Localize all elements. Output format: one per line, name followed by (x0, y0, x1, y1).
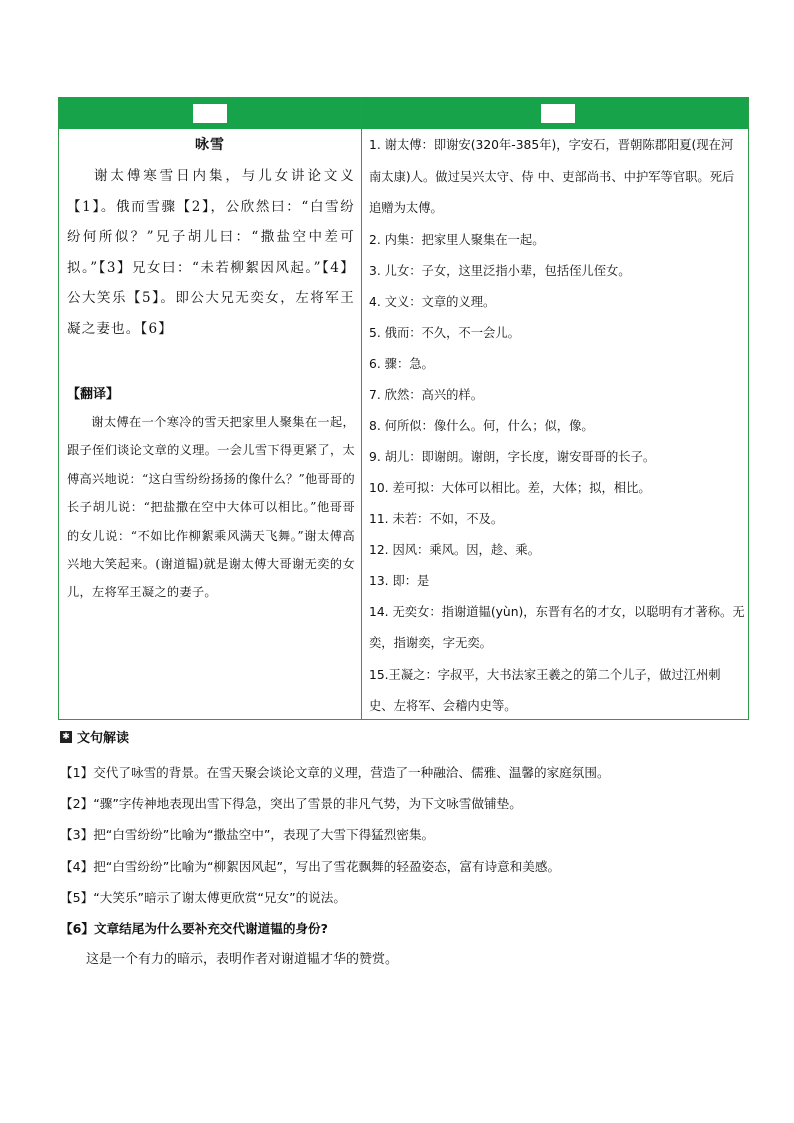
analysis-item: 【1】交代了咏雪的背景。在雪天聚会谈论文章的义理，营造了一种融洽、儒雅、温馨的家庭氛围。 (60, 765, 610, 780)
column-divider (361, 98, 362, 719)
note-item: 15.王凝之：字叔平，大书法家王羲之的第二个儿子，做过江州刺史、左将军、会稽内史等。 (369, 667, 721, 713)
analysis-item: 【5】“大笑乐”暗示了谢太傅更欣赏“兄女”的说法。 (60, 889, 346, 905)
section-marker-icon: ✱ (60, 731, 72, 743)
note-item: 3. 儿女：子女，这里泛指小辈，包括侄儿侄女。 (369, 263, 631, 278)
note-item: 9. 胡儿：即谢朗。谢朗，字长度，谢安哥哥的长子。 (369, 449, 656, 464)
translation-text: 谢太傅在一个寒冷的雪天把家里人聚集在一起，跟子侄们谈论文章的义理。一会儿雪下得更紧了，太傅高兴地说：“这白雪纷纷扬扬的像什么？”他哥哥的长子胡儿说：“把盐撒在空中大体可以相比。”他哥哥的女儿说：“不如比作柳絮乘风满天飞舞。”谢太傅高兴地大笑起来。(谢道韫)就是谢太傅大哥谢无奕的女儿，左将军王凝之的妻子。 (67, 415, 355, 600)
note-item: 14. 无奕女：指谢道韫(yùn)，东晋有名的才女，以聪明有才著称。无奕，指谢奕，字无奕。 (369, 604, 745, 650)
table-header-left (59, 98, 361, 129)
note-item: 8. 何所似：像什么。何，什么；似，像。 (369, 418, 594, 433)
poem-text: 谢太傅寒雪日内集，与儿女讲论文义【1】。俄而雪骤【2】，公欣然曰：“白雪纷纷何所似？”兄子胡儿曰：“撒盐空中差可拟。”【3】兄女曰：“未若柳絮因风起。”【4】公大笑乐【5】。即公大兄无奕女，左将军王凝之妻也。【6】 (67, 168, 355, 337)
header-label-notes: 注释 (541, 104, 575, 123)
table-header-right (362, 98, 748, 129)
header-label-original: 原文 (193, 104, 227, 123)
note-item: 4. 文义：文章的义理。 (369, 294, 496, 309)
analysis-list (60, 757, 750, 975)
notes-column (369, 130, 745, 723)
analysis-title-text: 文句解读 (77, 731, 130, 746)
translation-label: 【翻译】 (67, 387, 120, 402)
note-item: 1. 谢太傅：即谢安(320年-385年)，字安石，晋朝陈郡阳夏(现在河南太康)人。做过吴兴太守、侍 中、吏部尚书、中护军等官职。死后追赠为太傅。 (369, 138, 735, 215)
text-notes-table (58, 97, 749, 720)
note-item: 6. 骤：急。 (369, 356, 434, 371)
note-item: 10. 差可拟：大体可以相比。差，大体；拟，相比。 (369, 480, 651, 495)
note-item: 12. 因风：乘风。因，趁、乘。 (369, 542, 541, 557)
analysis-answer: 这是一个有力的暗示，表明作者对谢道韫才华的赞赏。 (86, 952, 399, 968)
note-item: 13. 即：是 (369, 573, 430, 588)
analysis-section-title (60, 727, 129, 746)
poem-title: 咏雪 (195, 137, 225, 153)
note-item: 2. 内集：把家里人聚集在一起。 (369, 232, 545, 247)
note-item: 5. 俄而：不久，不一会儿。 (369, 325, 520, 340)
analysis-item: 【2】“骤”字传神地表现出雪下得急，突出了雪景的非凡气势，为下文咏雪做铺垫。 (60, 796, 522, 812)
note-item: 7. 欣然：高兴的样。 (369, 387, 484, 402)
analysis-item: 【4】把“白雪纷纷”比喻为“柳絮因风起”，写出了雪花飘舞的轻盈姿态，富有诗意和美感。 (60, 858, 561, 874)
note-item: 11. 未若：不如，不及。 (369, 511, 504, 526)
analysis-question: 【6】文章结尾为什么要补充交代谢道韫的身份? (60, 921, 328, 937)
analysis-item: 【3】把“白雪纷纷”比喻为“撒盐空中”，表现了大雪下得猛烈密集。 (60, 827, 435, 843)
